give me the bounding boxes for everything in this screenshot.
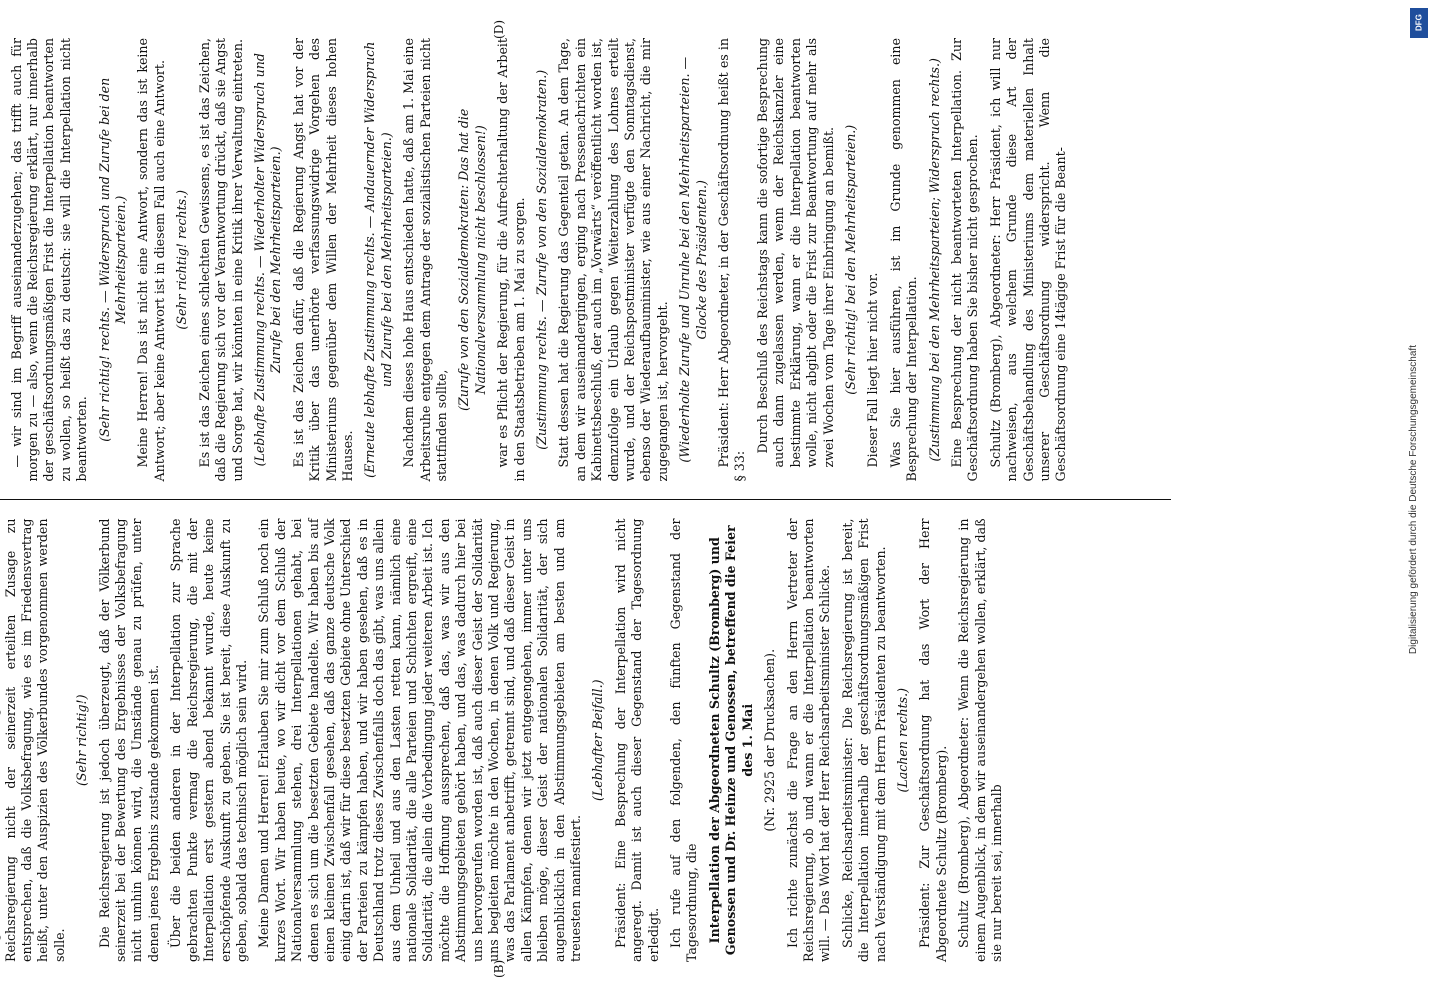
- interpellation-title: Interpellation der Abgeordneten Schultz (Bromberg) und Genossen und Dr. Heinze und Genossen, betreffend die Feier des 1. Mai: [706, 525, 755, 956]
- paragraph: war es Pflicht der Regierung, für die Aufrechterhaltung der Arbeit in den Staatsbetrieben am 1. Mai zu sorgen.: [495, 38, 527, 482]
- digitization-credit: [1400, 0, 1426, 1000]
- interjection: (Zurufe von den Sozialdemokraten: Das hat die Nationalversammlung nicht beschlossen!): [456, 108, 488, 411]
- column-left: [0, 518, 1171, 978]
- paragraph: Reichsregierung nicht der seinerzeit erteilten Zusage zu entsprechen, daß die Volksbefragung, wie es im Friedensvertrag heißt, unter den Auspizien des Völkerbundes vorgenommen werden solle.: [2, 518, 67, 962]
- interjection: (Erneute lebhafte Zustimmung rechts. — Andauernder Widerspruch und Zurufe bei den Mehrheitsparteien.): [362, 41, 394, 478]
- paragraph: Dieser Fall liegt hier nicht vor.: [865, 272, 881, 468]
- rotated-document-page: [0, 20, 1206, 980]
- interjection: (Lebhafte Zustimmung rechts. — Wiederholter Widerspruch und Zurufe bei den Mehrheitsparteien.): [251, 53, 284, 467]
- margin-marker-d: (D): [492, 20, 506, 39]
- interjection: (Lachen rechts.): [894, 687, 910, 793]
- text-columns: [0, 20, 1171, 978]
- interjection: [0, 38, 3, 482]
- interjection: (Sehr richtig! bei den Mehrheitsparteien.): [842, 124, 858, 395]
- paragraph: Eine Besprechung der nicht beantworteten Interpellation. Zur Geschäftsordnung haben Sie bisher nicht gesprochen.: [948, 38, 981, 482]
- paragraph: Es ist das Zeichen eines schlechten Gewissens, es ist das Zeichen, daß die Regierung sich vor der Verantwortung drückt, daß sie Angst und Sorge hat, wir könnten in eine Kritik ihrer Verwaltung eintreten.: [196, 38, 245, 482]
- paragraph: Meine Damen und Herren! Erlauben Sie mir zum Schluß noch ein kurzes Wort. Wir haben heute, wo wir dicht vor dem Schluß der Nationalversammlung stehen, drei Interpellationen gehabt, bei denen es sich um die besetzten Gebiete handelte. Wir haben bis auf einen kleinen Zwischenfall gesehen, daß das ganze deutsche Volk einig darin ist, daß wir für diese besetzten Gebiete ohne Unterschied der Parteien zu kämpfen haben, und wir haben gesehen, daß es in Deutschland trotz dieses Zwischenfalls doch das gibt, was uns allein aus dem Unheil und aus den Lasten retten kann, nämlich eine nationale Solidarität, die alle Parteien und Schichten ergreift, eine Solidarität, die allein die Vorbedingung jeder weiteren Arbeit ist. Ich möchte die Hoffnung aussprechen, daß das, was wir aus den Abstimmungsgebieten gehört haben, und das, was dadurch hier bei uns hervorgerufen worden ist, daß auch dieser Geist der Solidarität uns begleiten möchte in den Wochen, in denen Volk und Regierung, was das Parlament anbetrifft, getrennt sind, und daß dieser Geist in allen Kämpfen, denen wir jetzt entgegengehen, immer unter uns bleiben möge, dieser Geist der nationalen Solidarität, der sich augenblicklich in den Abstimmungsgebieten am besten und am treuesten manifestiert.: [256, 518, 584, 962]
- paragraph: Meine Herren! Das ist nicht eine Antwort, sondern das ist keine Antwort; aber keine Antwort ist in diesem Fall auch eine Antwort.: [135, 38, 167, 482]
- column-divider: [0, 500, 1171, 501]
- interjection: (Lebhafter Beifall.): [590, 679, 606, 801]
- paragraph: Ich rufe auf den folgenden, den fünften Gegenstand der Tagesordnung, die: [668, 518, 700, 962]
- dfg-logo: DFG: [1410, 8, 1428, 38]
- interjection: (Sehr richtig!): [74, 694, 90, 786]
- paragraph: Schlicke, Reichsarbeitsminister: Die Reichsregierung ist bereit, die Interpellation innerhalb der geschäftsordnungsmäßigen Frist nach Verständigung mit dem Herrn Präsidenten zu beantworten.: [839, 518, 888, 962]
- paragraph: Schultz (Bromberg), Abgeordneter: Herr Präsident, ich will nur nachweisen, aus welchem Grunde diese Art der Geschäftsbehandlung des Ministeriums dem materiellen Inhalt unserer Geschäftsordnung widerspricht. Wenn die Geschäftsordnung eine 14tägige Frist für die Beant-: [987, 38, 1069, 482]
- interjection: (Zustimmung rechts. — Zurufe von den Sozialdemokraten.): [534, 69, 549, 450]
- paragraph: Präsident: Zur Geschäftsordnung hat das Wort der Herr Abgeordnete Schultz (Bromberg).: [917, 518, 949, 962]
- interjection: (Wiederholte Zurufe und Unruhe bei den Mehrheitsparteien. — Glocke des Präsidenten.): [677, 56, 709, 463]
- margin-marker-b: (B): [492, 959, 506, 978]
- quoted-rule: Durch Beschluß des Reichstags kann die sofortige Besprechung auch dann zugelassen werden, wenn der Reichskanzler eine bestimmte Erklärung, wann er die Interpellation beantworten wolle, nicht abgibt oder die Frist zur Beantwortung auf mehr als zwei Wochen vom Tage ihrer Einbringung an bemißt.: [754, 38, 836, 468]
- paragraph: Schultz (Bromberg), Abgeordneter: Wenn die Reichsregierung in einem Augenblick, in dem wir auseinandergehen wollen, erklärt, daß sie nur bereit sei, innerhalb: [956, 518, 1004, 962]
- interjection: (Sehr richtig! rechts.): [174, 189, 190, 330]
- paragraph: Es ist das Zeichen dafür, daß die Regierung Angst hat vor der Kritik über das unerhörte verfassungswidrige Vorgehen des Ministeriums gegenüber dem Willen der Mehrheit dieses hohen Hauses.: [290, 38, 355, 482]
- interjection: (Sehr richtig! rechts. — Widerspruch und Zurufe bei den Mehrheitsparteien.): [96, 77, 129, 442]
- paragraph: Nachdem dieses hohe Haus entschieden hatte, daß am 1. Mai eine Arbeitsruhe entgegen dem Antrage der sozialistischen Parteien nicht stattfinden sollte,: [401, 38, 449, 482]
- column-right: [0, 20, 1171, 482]
- credit-text: Digitalisierung gefördert durch die Deutsche Forschungsgemeinschaft: [1407, 345, 1419, 655]
- paragraph: Präsident: Eine Besprechung der Interpellation wird nicht angeregt. Damit ist auch dieser Gegenstand der Tagesordnung erledigt.: [612, 518, 661, 962]
- paragraph: Präsident: Herr Abgeordneter, in der Geschäftsordnung heißt es in § 33:: [716, 38, 748, 482]
- paragraph: Ich richte zunächst die Frage an den Herrn Vertreter der Reichsregierung, ob und wann er die Interpellation beantworten will. — Das Wort hat der Herr Reichsarbeitsminister Schlicke.: [784, 518, 833, 962]
- paragraph: — wir sind im Begriff auseinanderzugehen; das trifft auch für morgen zu — also, wenn die Reichsregierung erklärt, nur innerhalb der geschäftsordnungsmäßigen Frist die Interpellation beantworten zu wollen, so heißt das zu deutsch: sie will die Interpellation nicht beantworten.: [8, 38, 90, 482]
- paragraph: Über die beiden anderen in der Interpellation zur Sprache gebrachten Punkte vermag die Reichsregierung, die mit der Interpellation erst gestern abend bekannt wurde, heute keine erschöpfende Auskunft zu geben. Sie ist bereit, diese Auskunft zu geben, sobald das technisch möglich sein wird.: [168, 518, 249, 962]
- paragraph: Statt dessen hat die Regierung das Gegenteil getan. An dem Tage, an dem wir auseinandergingen, erging nach Pressenachrichten ein Kabinettsbeschluß, der auch im „Vorwärts“ veröffentlicht worden ist, demzufolge ein Urlaub gegen Weiterzahlung des Lohnes erteilt wurde, und der Reichspostminister verfügte den Sonntagsdienst, ebenso der Wiederaufbauminister, wie aus einer Nachricht, die mir zugegangen ist, hervorgeht.: [556, 38, 670, 482]
- paragraph: Was Sie hier ausführen, ist im Grunde genommen eine Besprechung der Interpellation.: [887, 38, 920, 482]
- interjection: (Zustimmung bei den Mehrheitsparteien; Widerspruch rechts.): [926, 58, 942, 462]
- interpellation-reference: (Nr. 2925 der Drucksachen).: [762, 648, 778, 832]
- paragraph: Die Reichsregierung ist jedoch überzeugt, daß der Völkerbund seinerzeit bei der Bewertung des Ergebnisses der Volksbefragung nicht umhin können wird, die Umstände genau zu prüfen, unter denen jenes Ergebnis zustande gekommen ist.: [96, 518, 161, 962]
